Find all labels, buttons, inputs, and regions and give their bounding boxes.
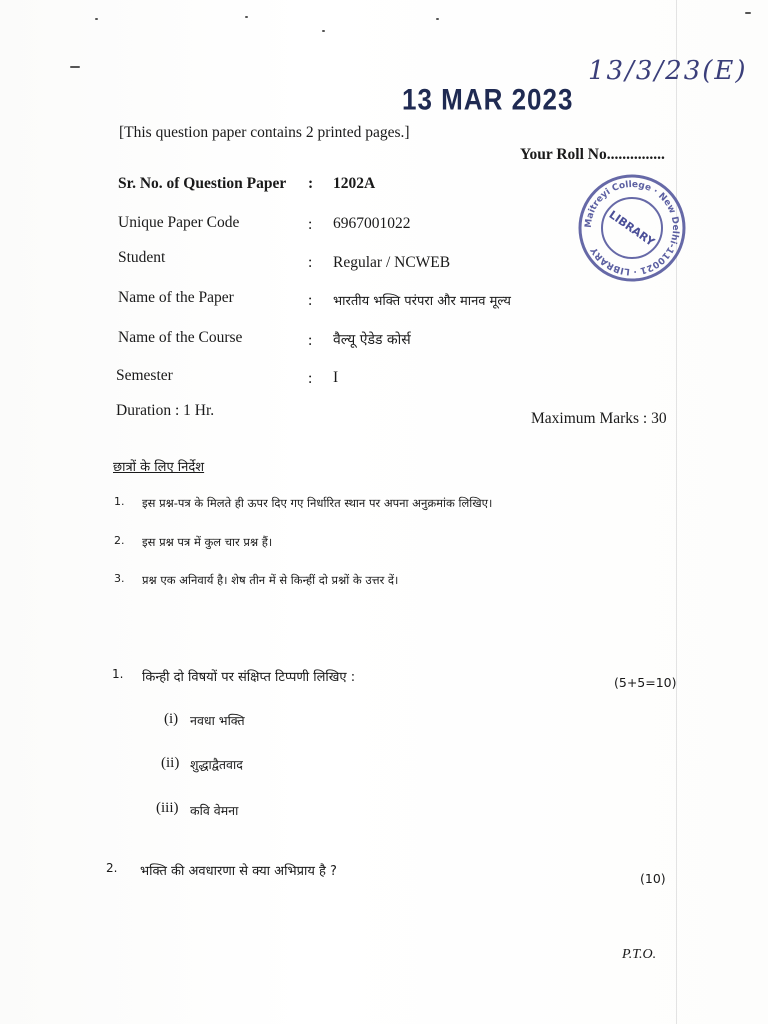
- sr-no-label: Sr. No. of Question Paper: [118, 175, 287, 192]
- sub-question-number: (ii): [161, 755, 180, 771]
- scan-speck: [745, 12, 751, 14]
- date-stamp: 13 MAR 2023: [402, 81, 574, 117]
- sub-question-number: (iii): [156, 800, 179, 816]
- scan-speck: [70, 66, 80, 68]
- handwritten-date-note: 13/3/23(E): [588, 56, 748, 86]
- question-text: भक्ति की अवधारणा से क्या अभिप्राय है ?: [140, 864, 337, 879]
- colon: :: [308, 216, 313, 233]
- student-value: Regular / NCWEB: [333, 254, 451, 271]
- unique-paper-code-label: Unique Paper Code: [118, 214, 240, 231]
- colon: :: [308, 254, 313, 271]
- instructions-heading: छात्रों के लिए निर्देश: [113, 460, 205, 475]
- question-text: किन्ही दो विषयों पर संक्षिप्त टिप्पणी लिखिए :: [142, 670, 356, 685]
- colon: :: [308, 332, 313, 349]
- question-marks: (10): [640, 871, 666, 886]
- sub-question-number: (i): [164, 711, 179, 727]
- maximum-marks: Maximum Marks : 30: [531, 410, 667, 427]
- colon: :: [308, 175, 314, 192]
- sub-question-text: शुद्धाद्वैतवाद: [190, 757, 243, 772]
- svg-text:LIBRARY: LIBRARY: [606, 208, 657, 249]
- page-edge-line: [676, 0, 677, 1024]
- seal-text: Maitreyi College · New Delhi-110021 · LIBRARY: [583, 179, 681, 277]
- scan-speck: [245, 16, 248, 18]
- instruction-number: 3.: [114, 572, 125, 585]
- page-turn-over: P.T.O.: [622, 947, 657, 962]
- question-number: 2.: [106, 861, 118, 875]
- instruction-number: 1.: [114, 495, 125, 508]
- instruction-number: 2.: [114, 534, 125, 547]
- course-name-label: Name of the Course: [118, 329, 243, 346]
- sub-question-text: नवधा भक्ति: [190, 713, 245, 728]
- pages-note: [This question paper contains 2 printed pages.]: [119, 124, 410, 141]
- instruction-text: इस प्रश्न पत्र में कुल चार प्रश्न हैं।: [142, 535, 273, 549]
- question-marks: (5+5=10): [614, 675, 677, 690]
- roll-number-field: Your Roll No...............: [520, 146, 665, 163]
- scan-speck: [95, 18, 98, 20]
- course-name-value: वैल्यू ऐडेड कोर्स: [333, 332, 411, 348]
- unique-paper-code-value: 6967001022: [333, 215, 411, 232]
- semester-label: Semester: [116, 367, 173, 384]
- scan-speck: [322, 30, 325, 32]
- instruction-text: इस प्रश्न-पत्र के मिलते ही ऊपर दिए गए निर्धारित स्थान पर अपना अनुक्रमांक लिखिए।: [142, 496, 493, 510]
- scan-speck: [436, 18, 439, 20]
- instruction-text: प्रश्न एक अनिवार्य है। शेष तीन में से किन्हीं दो प्रश्नों के उत्तर दें।: [142, 573, 399, 587]
- colon: :: [308, 292, 313, 309]
- colon: :: [308, 370, 313, 387]
- sr-no-value: 1202A: [333, 175, 376, 192]
- question-number: 1.: [112, 667, 124, 681]
- student-label: Student: [118, 249, 166, 266]
- duration: Duration : 1 Hr.: [116, 402, 215, 419]
- library-seal-stamp: [576, 172, 688, 284]
- paper-name-label: Name of the Paper: [118, 289, 234, 306]
- sub-question-text: कवि वेमना: [190, 803, 239, 818]
- semester-value: I: [333, 369, 339, 386]
- paper-name-value: भारतीय भक्ति परंपरा और मानव मूल्य: [333, 294, 511, 309]
